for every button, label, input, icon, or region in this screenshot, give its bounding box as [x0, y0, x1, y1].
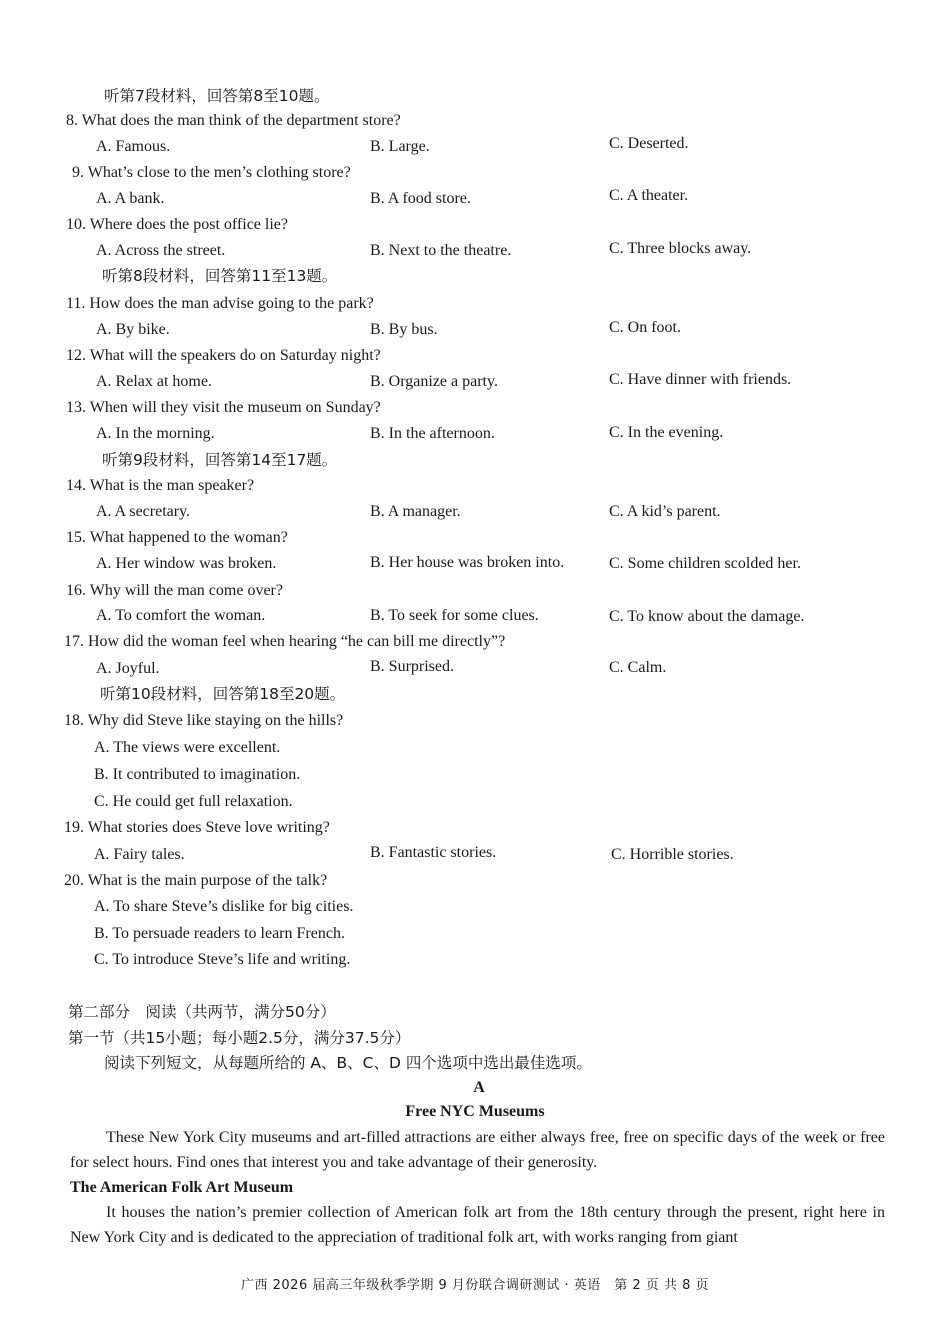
question-14-stem: 14. What is the man speaker? [66, 477, 255, 494]
question-9-option-a: A. A bank. [96, 190, 165, 207]
question-11-option-c: C. On foot. [609, 319, 681, 336]
question-18-option-a: A. The views were excellent. [94, 739, 281, 756]
question-14-option-b: B. A manager. [370, 503, 461, 520]
question-8-option-b: B. Large. [370, 138, 430, 155]
question-9-option-c: C. A theater. [609, 187, 689, 204]
question-16-option-b: B. To seek for some clues. [370, 607, 539, 624]
question-14-option-c: C. A kid’s parent. [609, 503, 721, 520]
question-10-option-b: B. Next to the theatre. [370, 242, 512, 259]
passage-intro-text: These New York City museums and art-filled attractions are either always free, free on specific days of the week or free for select hours. Find ones that interest you and take advantage of their generosity. [70, 1129, 885, 1171]
question-12-stem: 12. What will the speakers do on Saturday night? [66, 347, 381, 364]
section-10-instruction: 听第10段材料，回答第18至20题。 [100, 685, 346, 703]
question-13-option-c: C. In the evening. [609, 424, 724, 441]
question-15-option-c: C. Some children scolded her. [609, 555, 801, 572]
section-7-instruction: 听第7段材料，回答第8至10题。 [104, 87, 330, 105]
question-11-stem: 11. How does the man advise going to the park? [66, 295, 374, 312]
question-12-option-b: B. Organize a party. [370, 373, 498, 390]
section-9-instruction: 听第9段材料，回答第14至17题。 [102, 451, 338, 469]
question-10-option-a: A. Across the street. [96, 242, 226, 259]
question-19-option-b: B. Fantastic stories. [370, 844, 497, 861]
question-20-stem: 20. What is the main purpose of the talk? [64, 872, 328, 889]
passage-body [70, 1200, 885, 1250]
question-18-stem: 18. Why did Steve like staying on the hills? [64, 712, 344, 729]
question-18-option-c: C. He could get full relaxation. [94, 793, 293, 810]
passage-title: Free NYC Museums [405, 1103, 545, 1120]
reading-instruction: 阅读下列短文，从每题所给的 A、B、C、D 四个选项中选出最佳选项。 [104, 1054, 592, 1072]
question-16-option-a: A. To comfort the woman. [96, 607, 266, 624]
question-14-option-a: A. A secretary. [96, 503, 191, 520]
question-12-option-a: A. Relax at home. [96, 373, 212, 390]
question-16-stem: 16. Why will the man come over? [66, 582, 283, 599]
passage-intro [70, 1125, 885, 1175]
question-8-option-c: C. Deserted. [609, 135, 689, 152]
question-9-option-b: B. A food store. [370, 190, 471, 207]
question-15-stem: 15. What happened to the woman? [66, 529, 288, 546]
question-17-option-c: C. Calm. [609, 659, 667, 676]
question-8-stem: 8. What does the man think of the department store? [66, 112, 401, 129]
passage-body-text: It houses the nation’s premier collection of American folk art from the 18th century through the present, right here in New York City and is dedicated to the appreciation of traditional folk art, with works ranging from giant [70, 1204, 885, 1246]
page-footer: 广西 2026 届高三年级秋季学期 9 月份联合调研测试 · 英语 第 2 页 共 8 页 [241, 1278, 709, 1293]
passage-letter: A [473, 1079, 485, 1096]
question-19-option-a: A. Fairy tales. [94, 846, 185, 863]
question-13-option-a: A. In the morning. [96, 425, 215, 442]
question-15-option-a: A. Her window was broken. [96, 555, 277, 572]
question-17-option-a: A. Joyful. [96, 660, 160, 677]
question-10-option-c: C. Three blocks away. [609, 240, 752, 257]
question-17-option-b: B. Surprised. [370, 658, 454, 675]
question-20-option-c: C. To introduce Steve’s life and writing. [94, 951, 351, 968]
question-19-stem: 19. What stories does Steve love writing? [64, 819, 330, 836]
question-18-option-b: B. It contributed to imagination. [94, 766, 301, 783]
question-12-option-c: C. Have dinner with friends. [609, 371, 792, 388]
question-16-option-c: C. To know about the damage. [609, 608, 805, 625]
question-20-option-a: A. To share Steve’s dislike for big cities. [94, 898, 354, 915]
section-8-instruction: 听第8段材料，回答第11至13题。 [102, 267, 338, 285]
question-13-option-b: B. In the afternoon. [370, 425, 495, 442]
question-19-option-c: C. Horrible stories. [611, 846, 734, 863]
question-11-option-b: B. By bus. [370, 321, 438, 338]
part-2-heading: 第二部分 阅读（共两节，满分50分） [68, 1003, 336, 1021]
question-20-option-b: B. To persuade readers to learn French. [94, 925, 345, 942]
question-9-stem: 9. What’s close to the men’s clothing store? [72, 164, 351, 181]
question-13-stem: 13. When will they visit the museum on Sunday? [66, 399, 381, 416]
question-8-option-a: A. Famous. [96, 138, 171, 155]
part-2-section-1-heading: 第一节（共15小题；每小题2.5分，满分37.5分） [68, 1029, 411, 1047]
question-15-option-b: B. Her house was broken into. [370, 554, 565, 571]
question-11-option-a: A. By bike. [96, 321, 170, 338]
subheading-folk-art-museum: The American Folk Art Museum [70, 1179, 294, 1196]
question-17-stem: 17. How did the woman feel when hearing “he can bill me directly”? [64, 633, 506, 650]
question-10-stem: 10. Where does the post office lie? [66, 216, 288, 233]
